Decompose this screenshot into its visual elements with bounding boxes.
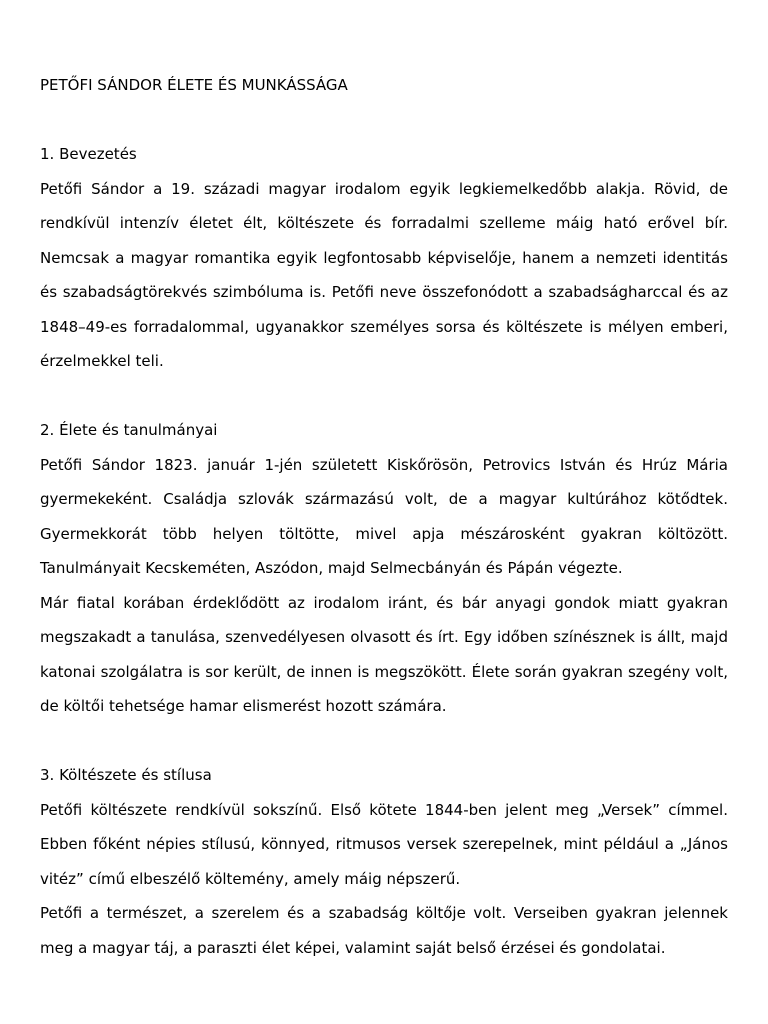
section-introduction [40,137,728,379]
blank-line [40,103,728,138]
document-body [40,68,728,965]
section-heading: 3. Költészete és stílusa [40,766,212,784]
section-life-and-studies [40,413,728,724]
paragraph: Petőfi Sándor 1823. január 1-jén született Kiskőrösön, Petrovics István és Hrúz Mária gyermekeként. Családja szlovák származású volt, de a magyar kultúrához kötődtek. Gyermekkorát több helyen töltötte, mivel apja mészárosként gyakran költözött. Tanulmányait Kecskeméten, Aszódon, majd Selmecbányán és Pápán végezte. [40,455,728,577]
section-poetry-and-style [40,758,728,965]
section-heading: 1. Bevezetés [40,145,137,163]
document-title: PETŐFI SÁNDOR ÉLETE ÉS MUNKÁSSÁGA [40,76,348,94]
paragraph: Petőfi a természet, a szerelem és a szabadság költője volt. Verseiben gyakran jelennek meg a magyar táj, a paraszti élet képei, valamint saját belső érzései és gondolatai. [40,904,728,957]
section-heading: 2. Élete és tanulmányai [40,421,218,439]
blank-line [40,724,728,759]
paragraph: Petőfi költészete rendkívül sokszínű. Első kötete 1844-ben jelent meg „Versek” címmel. Ebben főként népies stílusú, könnyed, ritmusos versek szerepelnek, mint például a „János vitéz” című elbeszélő költemény, amely máig népszerű. [40,800,728,888]
blank-line [40,379,728,414]
paragraph: Petőfi Sándor a 19. századi magyar irodalom egyik legkiemelkedőbb alakja. Rövid, de rendkívül intenzív életet élt, költészete és forradalmi szelleme máig ható erővel bír. Nemcsak a magyar romantika egyik legfontosabb képviselője, hanem a nemzeti identitás és szabadságtörekvés szimbóluma is. Petőfi neve összefonódott a szabadságharccal és az 1848–49-es forradalommal, ugyanakkor személyes sorsa és költészete is mélyen emberi, érzelmekkel teli. [40,179,728,370]
paragraph: Már fiatal korában érdeklődött az irodalom iránt, és bár anyagi gondok miatt gyakran megszakadt a tanulása, szenvedélyesen olvasott és írt. Egy időben színésznek is állt, majd katonai szolgálatra is sor került, de innen is megszökött. Élete során gyakran szegény volt, de költői tehetsége hamar elismerést hozott számára. [40,593,728,715]
